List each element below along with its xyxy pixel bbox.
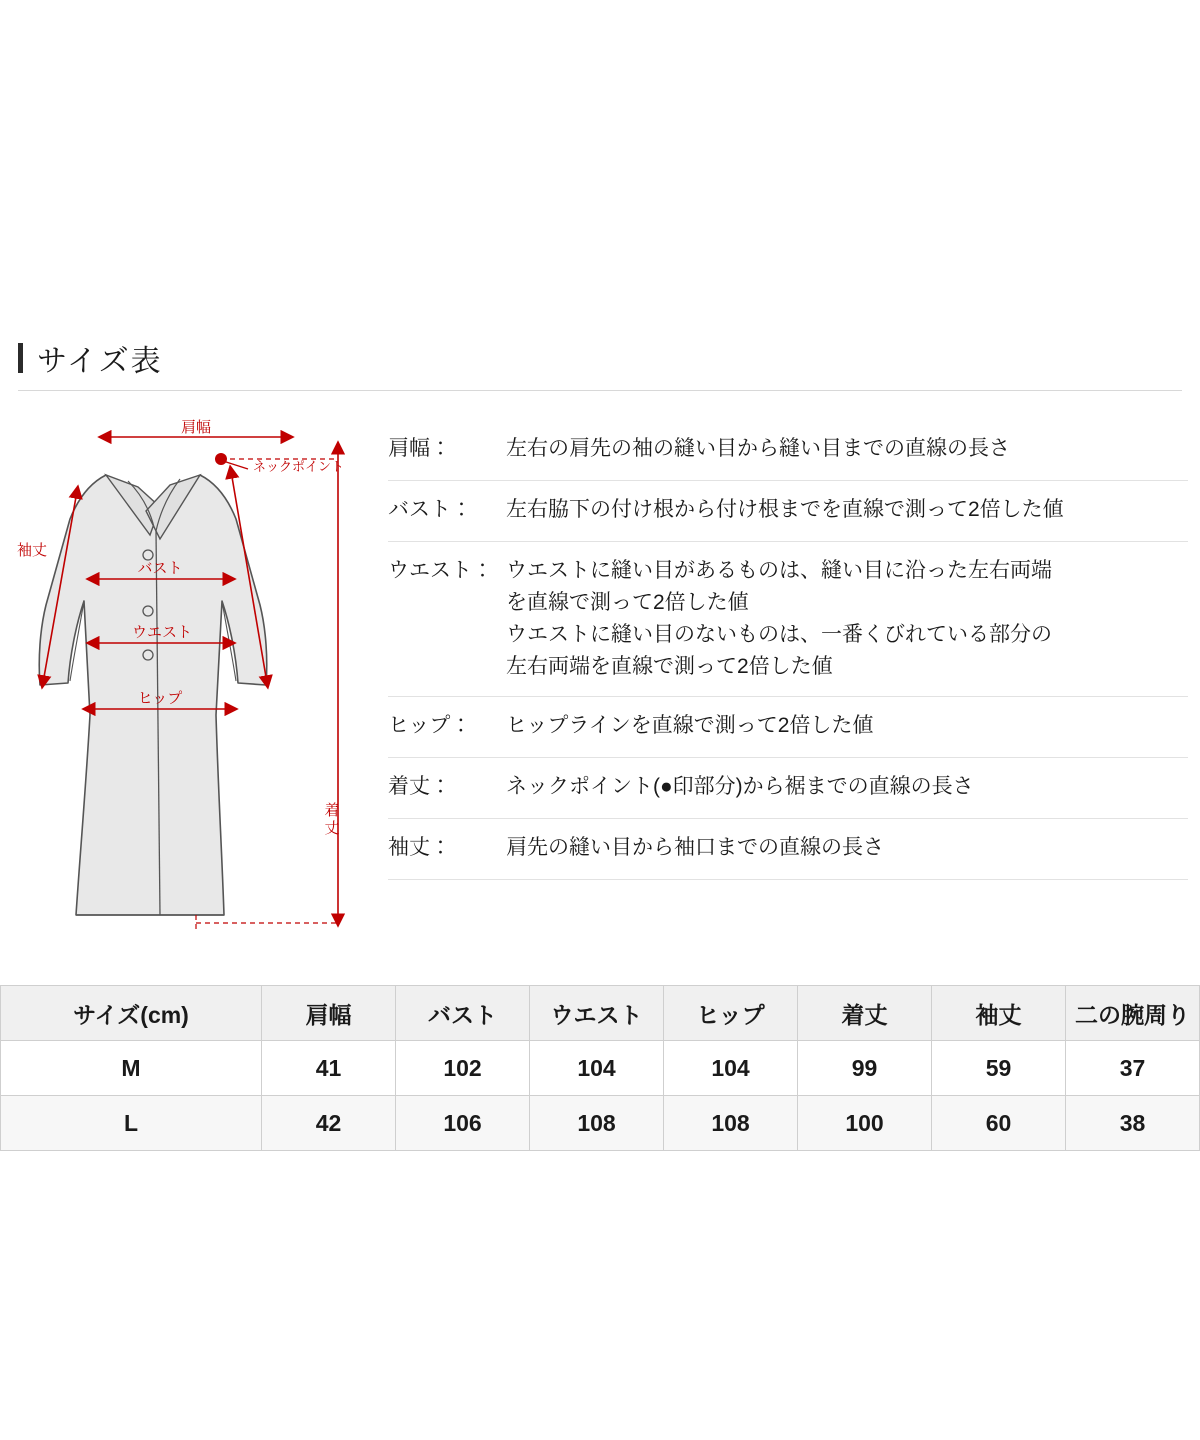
- definition-description: [506, 494, 1064, 526]
- label-neck-point: ネックポイント: [253, 459, 345, 474]
- cell-length: 100: [798, 1096, 932, 1151]
- table-row: [1, 1041, 1200, 1096]
- definition-line: 左右の肩先の袖の縫い目から縫い目までの直線の長さ: [506, 437, 1010, 460]
- size-table-body: [1, 1041, 1200, 1151]
- cell-length: 99: [798, 1041, 932, 1096]
- definition-row-length: [388, 758, 1188, 819]
- column-header-size: サイズ(cm): [1, 986, 262, 1041]
- label-sleeve: 袖丈: [16, 542, 48, 559]
- label-waist: ウエスト: [131, 624, 193, 641]
- definition-row-bust: [388, 481, 1188, 542]
- definition-list: [388, 420, 1188, 880]
- row-size-label: M: [1, 1041, 262, 1096]
- definition-description: [506, 771, 974, 803]
- definition-line: 肩先の縫い目から袖口までの直線の長さ: [506, 835, 884, 859]
- title-divider: [18, 390, 1182, 391]
- label-shoulder: 肩幅: [180, 419, 212, 436]
- cell-bust: 102: [396, 1041, 530, 1096]
- cell-upper-arm: 37: [1066, 1041, 1200, 1096]
- cell-shoulder: 42: [262, 1096, 396, 1151]
- definition-row-sleeve: [388, 819, 1188, 880]
- definition-description: [506, 555, 1052, 683]
- definition-row-shoulder: [388, 420, 1188, 481]
- definition-line: 左右両端を直線で測って2倍した値: [506, 654, 833, 678]
- garment-diagram: [10, 415, 380, 955]
- definition-row-hip: [388, 697, 1188, 758]
- definition-line: ウエストに縫い目があるものは、縫い目に沿った左右両端: [506, 559, 1052, 582]
- column-header-upper-arm: 二の腕周り: [1066, 986, 1200, 1041]
- column-header-length: 着丈: [798, 986, 932, 1041]
- row-size-label: L: [1, 1096, 262, 1151]
- definition-line: 左右脇下の付け根から付け根までを直線で測って2倍した値: [506, 498, 1064, 521]
- cell-waist: 108: [530, 1096, 664, 1151]
- size-table: [0, 985, 1200, 1151]
- cell-bust: 106: [396, 1096, 530, 1151]
- label-bust: バスト: [137, 560, 183, 577]
- cell-sleeve: 59: [932, 1041, 1066, 1096]
- cell-sleeve: 60: [932, 1096, 1066, 1151]
- column-header-waist: ウエスト: [530, 986, 664, 1041]
- column-header-hip: ヒップ: [664, 986, 798, 1041]
- label-hip: ヒップ: [137, 690, 183, 707]
- title-accent-bar: [18, 343, 23, 373]
- table-row: [1, 1096, 1200, 1151]
- column-header-sleeve: 袖丈: [932, 986, 1066, 1041]
- definition-line: ウエストに縫い目のないものは、一番くびれている部分の: [506, 622, 1052, 646]
- cell-hip: 104: [664, 1041, 798, 1096]
- svg-text:丈: 丈: [324, 820, 340, 837]
- cell-shoulder: 41: [262, 1041, 396, 1096]
- definition-row-waist: [388, 542, 1188, 697]
- cell-upper-arm: 38: [1066, 1096, 1200, 1151]
- page-title: [18, 330, 1182, 386]
- label-length: 着: [324, 802, 340, 819]
- definition-line: ネックポイント(●印部分)から裾までの直線の長さ: [506, 774, 974, 798]
- cell-waist: 104: [530, 1041, 664, 1096]
- size-table-header-row: [1, 986, 1200, 1041]
- page-title-text: サイズ表: [37, 345, 163, 378]
- definition-term: ヒップ：: [388, 713, 472, 737]
- size-table-head: [1, 986, 1200, 1041]
- definition-line: を直線で測って2倍した値: [506, 590, 749, 614]
- column-header-bust: バスト: [396, 986, 530, 1041]
- definition-term: 袖丈：: [388, 835, 451, 859]
- definition-line: ヒップラインを直線で測って2倍した値: [506, 713, 874, 737]
- definition-term: ウエスト：: [388, 559, 493, 582]
- size-table-wrapper: [0, 985, 1200, 1151]
- cell-hip: 108: [664, 1096, 798, 1151]
- definition-description: [506, 433, 1010, 465]
- definition-description: [506, 832, 884, 864]
- definition-term: 肩幅：: [388, 437, 451, 460]
- column-header-shoulder: 肩幅: [262, 986, 396, 1041]
- definition-term: 着丈：: [388, 774, 451, 798]
- definition-term: バスト：: [388, 498, 472, 521]
- definition-description: [506, 710, 873, 742]
